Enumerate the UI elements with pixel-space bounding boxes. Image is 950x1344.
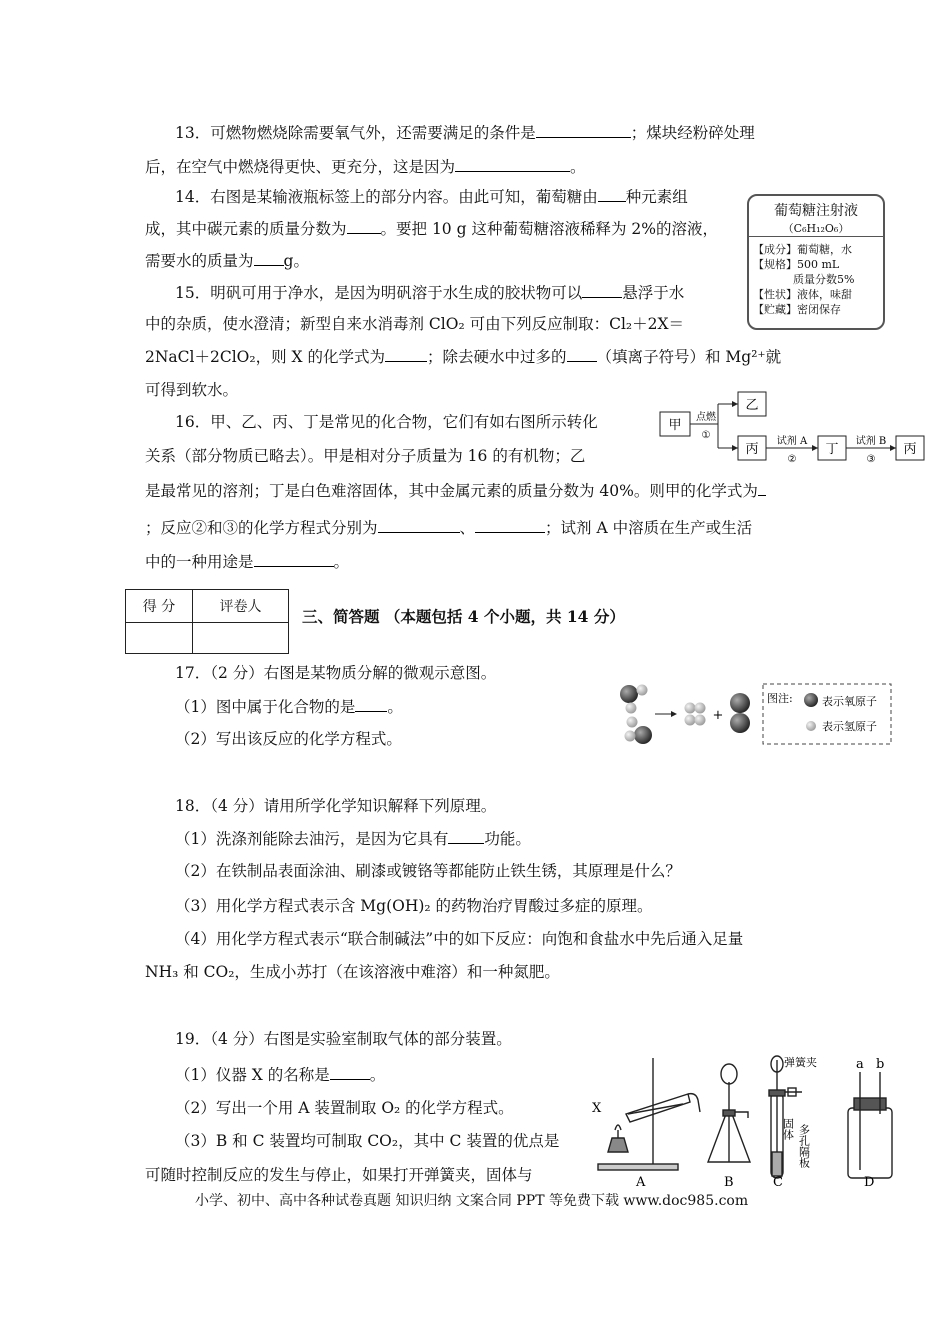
label-d-b: b: [876, 1057, 885, 1072]
q14-line1: 14．右图是某输液瓶标签上的部分内容。由此可知，葡萄糖由 种元素组: [175, 188, 688, 206]
label-b: B: [724, 1175, 734, 1190]
q19-line4: （3）B 和 C 装置均可制取 CO₂，其中 C 装置的优点是: [175, 1132, 560, 1150]
flow-bing: 丙: [745, 442, 759, 457]
label-plate: 多孔隔板: [797, 1124, 811, 1168]
q16-line1: 16．甲、乙、丙、丁是常见的化合物，它们有如右图所示转化: [175, 413, 598, 431]
answer-blank[interactable]: [448, 828, 484, 844]
flow-ding: 丁: [825, 442, 839, 457]
score-cell[interactable]: [126, 623, 193, 654]
q18-line5: （4）用化学方程式表示“联合制碱法”中的如下反应：向饱和食盐水中先后通入足量: [175, 930, 744, 948]
label-c: C: [773, 1175, 783, 1190]
flow-step-2: ②: [787, 454, 797, 465]
q15-line4: 可得到软水。: [145, 381, 239, 399]
conversion-diagram: [658, 388, 928, 468]
answer-blank[interactable]: [254, 551, 334, 567]
label-x: X: [592, 1101, 602, 1116]
q14-line2: 成，其中碳元素的质量分数为 。要把 10 g 这种葡萄糖溶液稀释为 2%的溶液，: [145, 220, 718, 238]
flow-step-3: ③: [866, 454, 876, 465]
answer-blank[interactable]: [758, 480, 766, 496]
flow-jia: 甲: [668, 418, 682, 433]
q19-line1: 19．（4 分）右图是实验室制取气体的部分装置。: [175, 1030, 512, 1048]
label-formula: （C₆H₁₂O₆）: [782, 222, 850, 235]
grader-cell[interactable]: [193, 623, 289, 654]
legend-title: 图注:: [767, 692, 793, 705]
flow-bing-2: 丙: [903, 442, 917, 457]
label-d-a: a: [856, 1057, 864, 1072]
q15-line2: 中的杂质，使水澄清；新型自来水消毒剂 ClO₂ 可由下列反应制取：Cl₂＋2X＝: [145, 315, 685, 333]
q18-line6: NH₃ 和 CO₂，生成小苏打（在该溶液中难溶）和一种氮肥。: [145, 963, 560, 981]
answer-blank[interactable]: [455, 156, 570, 172]
infusion-label: 葡萄糖注射液 （C₆H₁₂O₆） 【成分】葡萄糖，水 【规格】500 mL 质量分数5% 【性状】液体，味甜 【贮藏】密闭保存: [747, 194, 885, 330]
q15-line1: 15．明矾可用于净水，是因为明矾溶于水生成的胶状物可以 悬浮于水: [175, 284, 685, 302]
q14-line3: 需要水的质量为 g。: [145, 252, 309, 270]
q16-line3: 是最常见的溶剂；丁是白色难溶固体，其中金属元素的质量分数为 40%。则甲的化学式为: [145, 480, 766, 501]
q16-line5: 中的一种用途是 。: [145, 553, 350, 571]
svg-text:+: +: [712, 708, 724, 723]
q19-line2: （1）仪器 X 的名称是 。: [175, 1066, 386, 1084]
q17-line2: （1）图中属于化合物的是 。: [175, 698, 403, 716]
answer-blank[interactable]: [385, 346, 427, 362]
q19-line3: （2）写出一个用 A 装置制取 O₂ 的化学方程式。: [175, 1099, 514, 1117]
q15-line3: 2NaCl＋2ClO₂，则 X 的化学式为 ；除去硬水中过多的 （填离子符号）和 Mg²⁺就: [145, 348, 782, 366]
answer-blank[interactable]: [475, 517, 545, 533]
label-solid: 固体: [781, 1118, 795, 1140]
flow-step-1: ①: [701, 430, 711, 441]
answer-blank[interactable]: [347, 218, 381, 234]
label-d: D: [864, 1175, 875, 1190]
q18-line2: （1）洗涤剂能除去油污，是因为它具有 功能。: [175, 830, 531, 848]
score-header: 得 分: [126, 590, 193, 623]
answer-blank[interactable]: [567, 346, 597, 362]
q17-line1: 17．（2 分）右图是某物质分解的微观示意图。: [175, 664, 497, 682]
score-table: [125, 589, 289, 654]
q13-line2: 后，在空气中燃烧得更快、更充分，这是因为 。: [145, 158, 586, 176]
answer-blank[interactable]: [582, 282, 622, 298]
label-a: A: [636, 1175, 646, 1190]
q16-line4: ；反应②和③的化学方程式分别为 、 ；试剂 A 中溶质在生产或生活: [145, 519, 753, 537]
q18-line1: 18．（4 分）请用所学化学知识解释下列原理。: [175, 797, 497, 815]
flow-condition-2: 试剂 A: [776, 436, 808, 447]
grader-header: 评卷人: [193, 590, 289, 623]
legend-hydrogen: 表示氢原子: [822, 720, 877, 733]
flow-condition-3: 试剂 B: [855, 436, 887, 447]
answer-blank[interactable]: [378, 517, 460, 533]
q17-line3: （2）写出该反应的化学方程式。: [175, 730, 402, 748]
answer-blank[interactable]: [330, 1064, 370, 1080]
answer-blank[interactable]: [355, 696, 387, 712]
flow-condition-1: 点燃: [696, 412, 716, 423]
q19-line5: 可随时控制反应的发生与停止，如果打开弹簧夹，固体与: [145, 1166, 533, 1184]
q18-line4: （3）用化学方程式表示含 Mg(OH)₂ 的药物治疗胃酸过多症的原理。: [175, 897, 653, 915]
q16-line2: 关系（部分物质已略去）。甲是相对分子质量为 16 的有机物；乙: [145, 447, 586, 465]
page-footer: 小学、初中、高中各种试卷真题 知识归纳 文案合同 PPT 等免费下载 www.doc985.com: [195, 1193, 749, 1209]
section-3-heading: 三、简答题 （本题包括 4 个小题，共 14 分）: [302, 607, 625, 626]
apparatus-diagram: [588, 1052, 898, 1190]
decomposition-diagram: [615, 678, 895, 750]
q13-line1: 13．可燃物燃烧除需要氧气外，还需要满足的条件是 ；煤块经粉碎处理: [175, 124, 755, 142]
answer-blank[interactable]: [536, 122, 631, 138]
q18-line3: （2）在铁制品表面涂油、刷漆或镀铬等都能防止铁生锈，其原理是什么？: [175, 862, 681, 880]
legend-oxygen: 表示氧原子: [822, 695, 877, 708]
answer-blank[interactable]: [254, 250, 284, 266]
answer-blank[interactable]: [598, 186, 626, 202]
label-title: 葡萄糖注射液: [774, 203, 858, 219]
flow-yi: 乙: [745, 398, 759, 413]
label-clip: 弹簧夹: [784, 1056, 817, 1069]
